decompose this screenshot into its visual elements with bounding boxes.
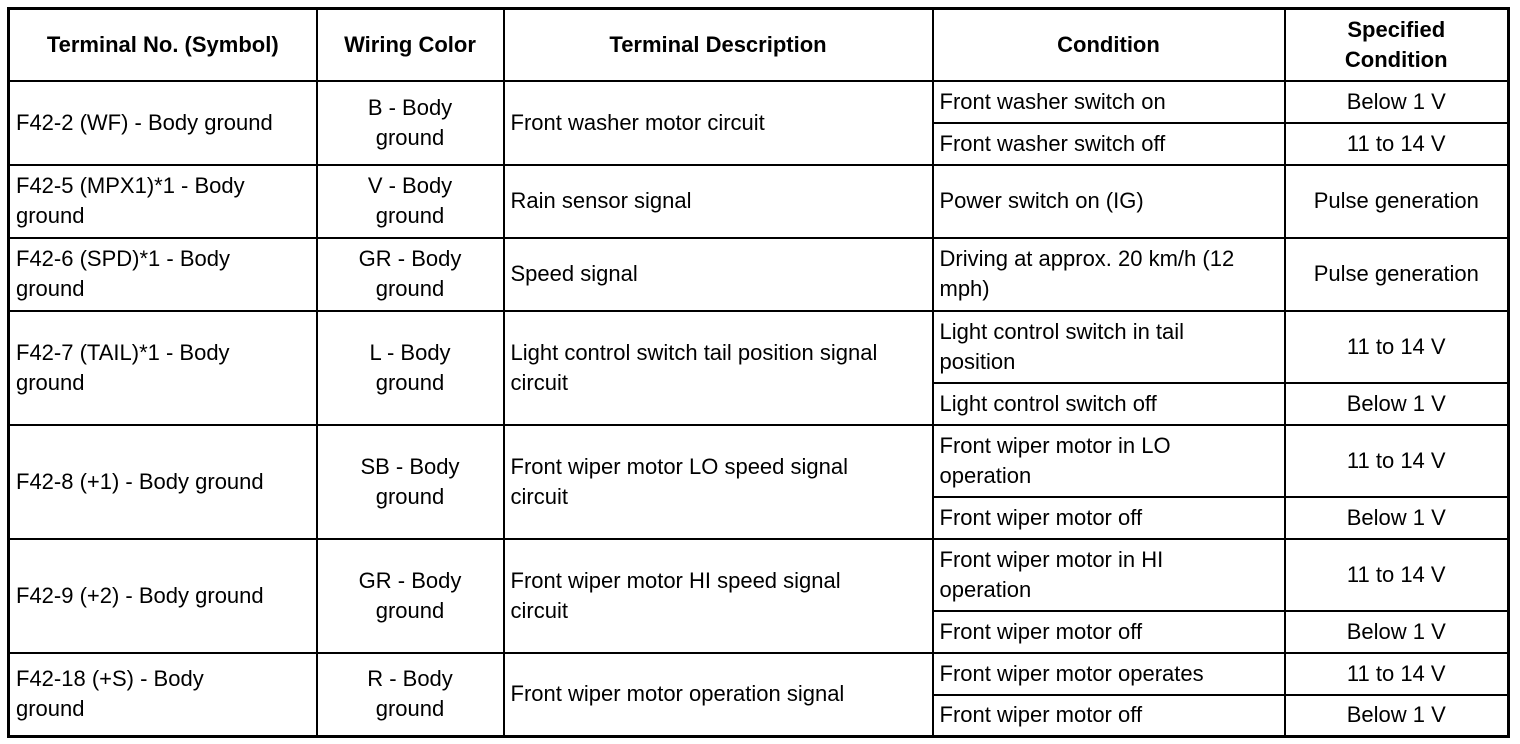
condition-cell <box>933 383 1285 425</box>
cell-text-line: ground <box>16 276 85 301</box>
condition-cell <box>933 425 1285 497</box>
wiring-color-cell <box>317 81 504 165</box>
header-terminal-no: Terminal No. (Symbol) <box>9 9 317 81</box>
cell-text-line: circuit <box>510 369 568 395</box>
condition-cell <box>933 653 1285 695</box>
cell-text-line: F42-5 (MPX1)*1 - Body <box>16 173 245 198</box>
cell-text-line: Driving at approx. 20 km/h (12 <box>939 246 1235 271</box>
cell-text-line: V - Body <box>367 173 453 198</box>
header-row <box>9 9 1509 81</box>
terminal-no-cell <box>9 311 317 425</box>
specified-condition-cell: 11 to 14 V <box>1285 653 1509 695</box>
table-row <box>9 653 1509 695</box>
cell-text-line: L - Body <box>369 339 451 365</box>
cell-text-line: ground <box>375 483 445 509</box>
table-row <box>9 165 1509 238</box>
cell-text-line: F42-8 (+1) - Body ground <box>16 468 264 494</box>
cell-text-line: Speed signal <box>510 261 638 286</box>
wiring-color-cell <box>317 238 504 311</box>
cell-text-line: F42-9 (+2) - Body ground <box>16 582 264 608</box>
cell-text-line: circuit <box>510 597 568 623</box>
terminal-description-cell <box>504 311 933 425</box>
terminal-no-cell <box>9 653 317 737</box>
header-condition: Condition <box>933 9 1285 81</box>
table-row <box>9 425 1509 497</box>
cell-text-line: Rain sensor signal <box>510 188 692 213</box>
cell-text-line: Light control switch tail position signal <box>510 339 878 365</box>
table-row <box>9 311 1509 383</box>
terminal-description-cell <box>504 425 933 539</box>
cell-text-line: ground <box>375 276 445 301</box>
cell-text-line: ground <box>375 124 445 150</box>
wiring-color-cell <box>317 539 504 653</box>
specified-condition-cell: Pulse generation <box>1285 238 1509 311</box>
condition-cell <box>933 238 1285 311</box>
terminal-spec-table <box>7 7 1510 738</box>
cell-text-line: GR - Body <box>358 567 462 593</box>
terminal-no-cell <box>9 539 317 653</box>
terminal-no-cell <box>9 165 317 238</box>
table-row <box>9 539 1509 611</box>
cell-text-line: B - Body <box>367 94 453 120</box>
header-specified-condition: Specified Condition <box>1285 9 1509 81</box>
header-terminal-description: Terminal Description <box>504 9 933 81</box>
cell-text-line: Front wiper motor off <box>939 504 1143 530</box>
cell-text-line: Front wiper motor LO speed signal <box>510 453 848 479</box>
cell-text-line: ground <box>16 369 85 395</box>
specified-condition-cell: 11 to 14 V <box>1285 539 1509 611</box>
cell-text-line: SB - Body <box>360 453 460 479</box>
specified-condition-cell: Below 1 V <box>1285 497 1509 539</box>
cell-text-line: Light control switch in tail <box>939 318 1185 344</box>
cell-text-line: F42-6 (SPD)*1 - Body <box>16 246 230 271</box>
cell-text-line: GR - Body <box>358 246 462 271</box>
cell-text-line: position <box>939 348 1016 374</box>
cell-text-line: mph) <box>939 276 990 301</box>
terminal-description-cell <box>504 653 933 737</box>
condition-cell <box>933 611 1285 653</box>
cell-text-line: Power switch on (IG) <box>939 188 1144 213</box>
terminal-no-cell <box>9 81 317 165</box>
condition-cell <box>933 497 1285 539</box>
cell-text-line: ground <box>375 369 445 395</box>
cell-text-line: ground <box>375 696 445 722</box>
terminal-description-cell <box>504 165 933 238</box>
wiring-color-cell <box>317 311 504 425</box>
cell-text-line: Front washer switch on <box>939 88 1166 114</box>
specified-condition-cell: Below 1 V <box>1285 81 1509 123</box>
condition-cell <box>933 695 1285 737</box>
cell-text-line: F42-2 (WF) - Body ground <box>16 109 273 135</box>
wiring-color-cell <box>317 653 504 737</box>
specified-condition-cell: Below 1 V <box>1285 611 1509 653</box>
header-wiring-color: Wiring Color <box>317 9 504 81</box>
specified-condition-cell: Pulse generation <box>1285 165 1509 238</box>
cell-text-line: Front washer motor circuit <box>510 109 765 135</box>
cell-text-line: circuit <box>510 483 568 509</box>
condition-cell <box>933 81 1285 123</box>
table-body <box>9 81 1509 737</box>
cell-text-line: ground <box>375 203 445 228</box>
cell-text-line: operation <box>939 462 1032 488</box>
cell-text-line: Front wiper motor HI speed signal <box>510 567 841 593</box>
condition-cell <box>933 311 1285 383</box>
condition-cell <box>933 539 1285 611</box>
condition-cell <box>933 123 1285 165</box>
specified-condition-cell: Below 1 V <box>1285 383 1509 425</box>
cell-text-line: Front wiper motor off <box>939 618 1143 644</box>
specified-condition-cell: 11 to 14 V <box>1285 123 1509 165</box>
cell-text-line: Front wiper motor in LO <box>939 432 1171 458</box>
wiring-color-cell <box>317 425 504 539</box>
specified-condition-cell: Below 1 V <box>1285 695 1509 737</box>
table-row <box>9 238 1509 311</box>
cell-text-line: Front wiper motor in HI <box>939 546 1164 572</box>
cell-text-line: Front wiper motor operates <box>939 660 1204 686</box>
cell-text-line: R - Body <box>367 666 453 692</box>
cell-text-line: Light control switch off <box>939 390 1157 416</box>
wiring-color-cell <box>317 165 504 238</box>
table-row <box>9 81 1509 123</box>
cell-text-line: ground <box>16 203 85 228</box>
cell-text-line: F42-18 (+S) - Body <box>16 666 204 692</box>
table-header <box>9 9 1509 81</box>
cell-text-line: Front wiper motor off <box>939 702 1143 728</box>
specified-condition-cell: 11 to 14 V <box>1285 311 1509 383</box>
cell-text-line: Front wiper motor operation signal <box>510 681 845 707</box>
terminal-description-cell <box>504 539 933 653</box>
cell-text-line: Front washer switch off <box>939 130 1166 156</box>
condition-cell <box>933 165 1285 238</box>
terminal-description-cell <box>504 238 933 311</box>
terminal-no-cell <box>9 238 317 311</box>
cell-text-line: ground <box>16 696 85 722</box>
specified-condition-cell: 11 to 14 V <box>1285 425 1509 497</box>
terminal-no-cell <box>9 425 317 539</box>
cell-text-line: F42-7 (TAIL)*1 - Body <box>16 339 230 365</box>
terminal-description-cell <box>504 81 933 165</box>
cell-text-line: operation <box>939 576 1032 602</box>
cell-text-line: ground <box>375 597 445 623</box>
